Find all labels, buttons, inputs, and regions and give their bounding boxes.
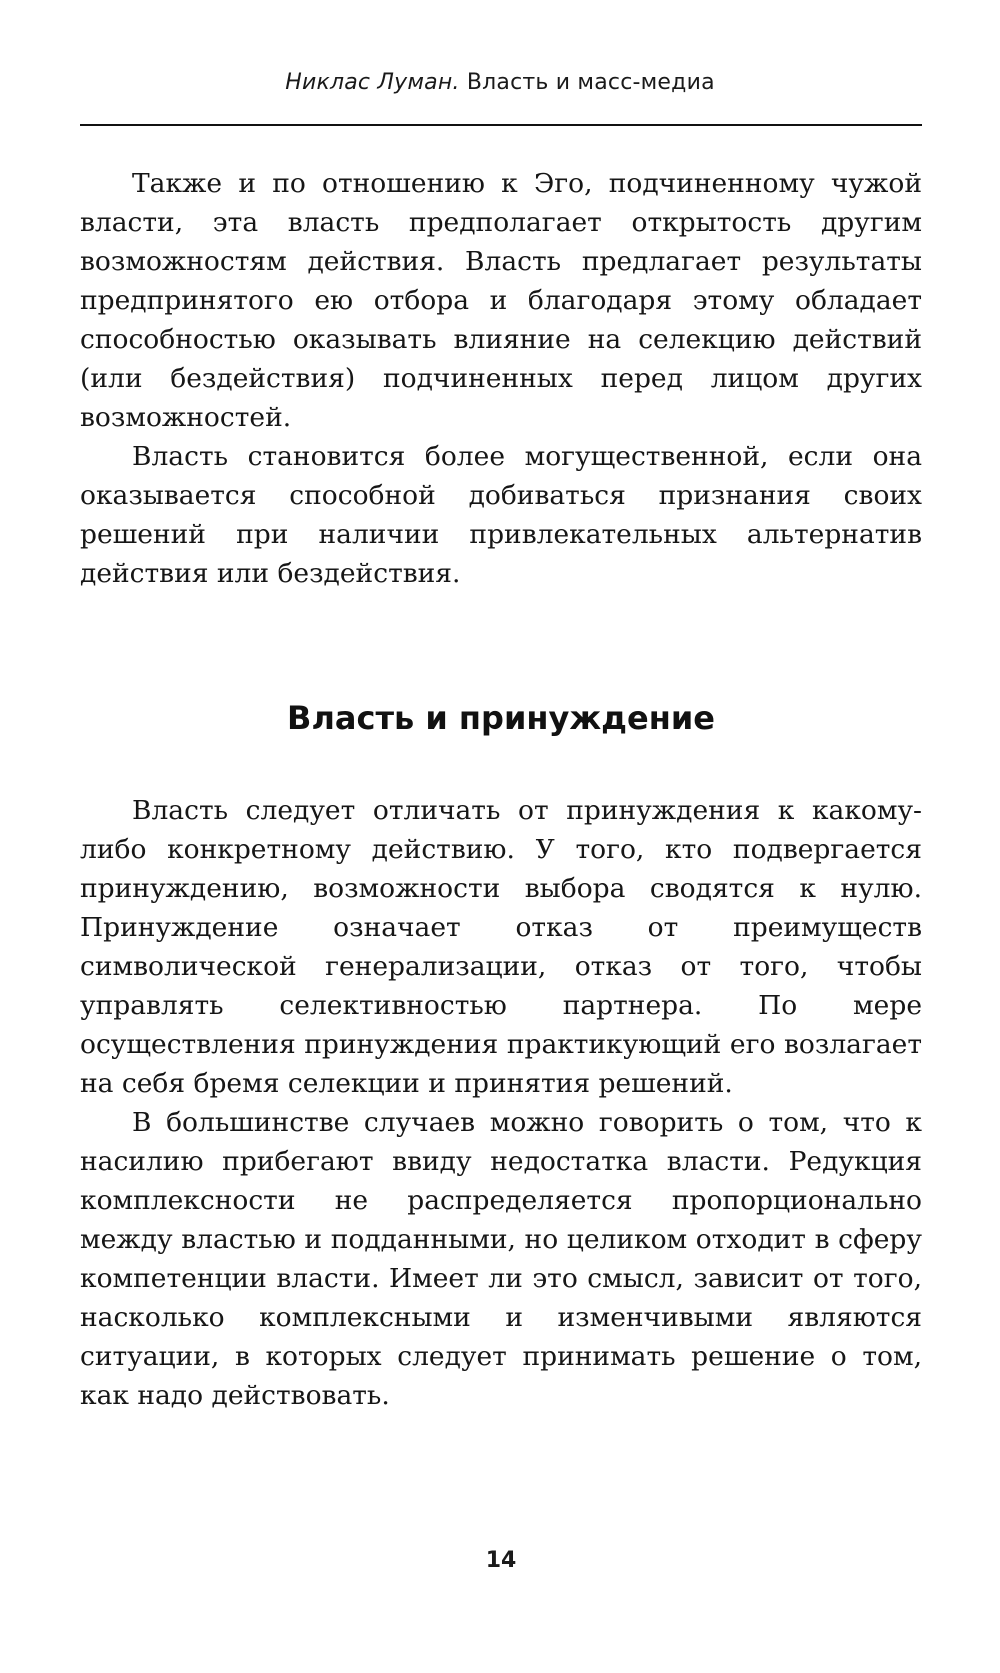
paragraph: Власть становится более могущественной, если она оказывается способной добиваться признания своих решений при наличии привлекательных альтернатив действия или бездействия.	[80, 441, 922, 589]
text-block-section	[80, 791, 922, 1415]
page-number: 14	[485, 1548, 517, 1573]
text-block-top	[80, 164, 922, 593]
paragraph: Власть следует отличать от принуждения к какому-либо конкретному действию. У того, кто подвергается принуждению, возможности выбора сводятся к нулю. Принуждение означает отказ от преимуществ символической генерализации, отказ от того, чтобы управлять селективностью партнера. По мере осуществления принуждения практикующий его возлагает на себя бремя селекции и принятия решений.	[80, 795, 922, 1099]
running-header-author: Никлас Луман.	[285, 70, 460, 95]
header-rule	[80, 124, 922, 126]
paragraph: Также и по отношению к Эго, подчиненному чужой власти, эта власть предполагает открытость другим возможностям действия. Власть предлагает результаты предпринятого ею отбора и благодаря этому обладает способностью оказывать влияние на селекцию действий (или бездействия) подчиненных перед лицом других возможностей.	[80, 168, 922, 433]
running-header	[80, 70, 920, 95]
paragraph: В большинстве случаев можно говорить о том, что к насилию прибегают ввиду недостатка власти. Редукция комплексности не распределяется пропорционально между властью и подданными, но целиком отходит в сферу компетенции власти. Имеет ли это смысл, зависит от того, насколько комплексными и изменчивыми являются ситуации, в которых следует принимать решение о том, как надо действовать.	[80, 1107, 922, 1411]
section-heading: Власть и принуждение	[287, 699, 715, 737]
running-header-title: Власть и масс-медиа	[466, 70, 715, 95]
